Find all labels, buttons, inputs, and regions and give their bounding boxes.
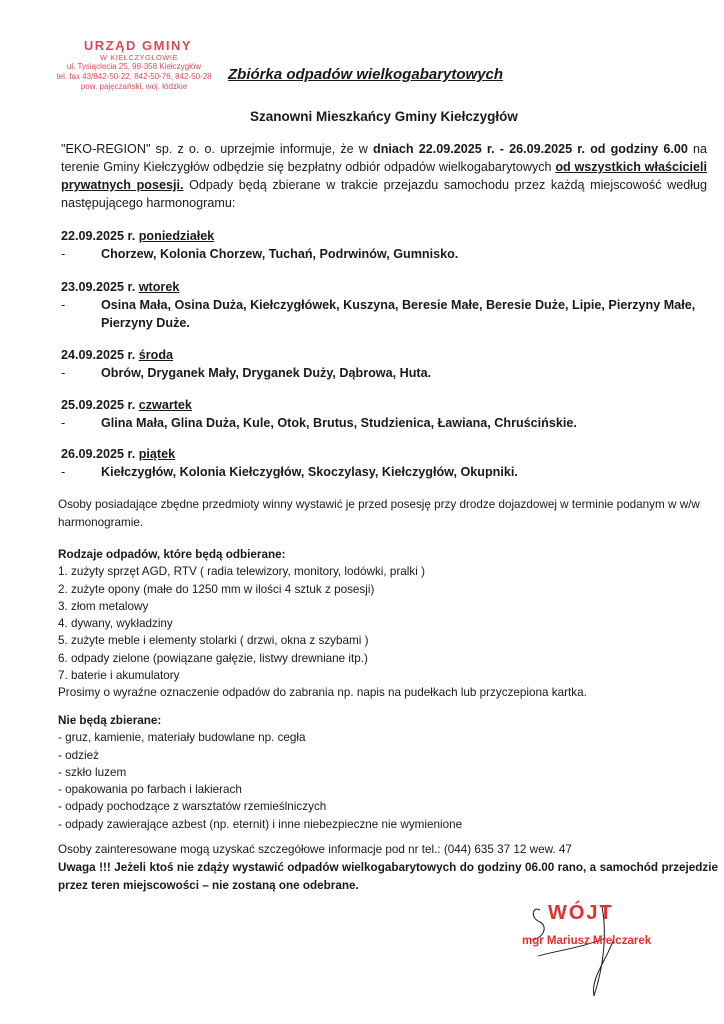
schedule-weekday: wtorek bbox=[138, 280, 180, 294]
schedule-day bbox=[61, 396, 711, 432]
office-stamp bbox=[34, 38, 234, 92]
list-dash: - bbox=[61, 416, 66, 430]
list-item: 2. zużyte opony (małe do 1250 mm w ilości 4 sztuk z posesji) bbox=[58, 582, 375, 596]
list-dash: - bbox=[61, 465, 66, 479]
stamp-line-1: URZĄD GMINY bbox=[83, 38, 193, 53]
list-dash: - bbox=[61, 247, 66, 261]
schedule-date: 22.09.2025 r. bbox=[61, 229, 136, 243]
rejected-heading: Nie będą zbierane: bbox=[58, 714, 162, 727]
schedule-weekday: poniedziałek bbox=[138, 229, 215, 243]
list-item: 4. dywany, wykładziny bbox=[58, 617, 173, 631]
schedule-places: Chorzew, Kolonia Chorzew, Tuchań, Podrwinów, Gumnisko. bbox=[101, 247, 459, 261]
list-dash: - bbox=[61, 366, 66, 380]
list-dash: - bbox=[61, 298, 66, 312]
stamp-line-4: tel. fax 43/842-50-22, 842-50-76, 842-50-28 bbox=[56, 72, 212, 81]
stamp-line-2: W KIEŁCZYGŁOWIE bbox=[100, 53, 178, 62]
list-item: 7. baterie i akumulatory bbox=[58, 669, 180, 683]
schedule-places: Glina Mała, Glina Duża, Kule, Otok, Brutus, Studzienica, Ławiana, Chruścińskie. bbox=[101, 416, 577, 430]
intro-owners: od wszystkich właścicieli prywatnych posesji. bbox=[61, 160, 707, 192]
list-item: - szkło luzem bbox=[58, 765, 127, 779]
signature-stamp bbox=[510, 898, 680, 1008]
document-title: Zbiórka odpadów wielkogabarytowych bbox=[228, 66, 504, 83]
warning-text: Uwaga !!! Jeżeli ktoś nie zdąży wystawić odpadów wielkogabarytowych do godziny 06.00 rano, a samochód przejedzie przez teren miejscowości – nie zostaną one odebrane. bbox=[58, 861, 718, 892]
contact-section bbox=[58, 841, 718, 895]
contact-info: Osoby zainteresowane mogą uzyskać szczegółowe informacje pod nr tel.: (044) 635 37 12 wew. 47 bbox=[58, 843, 572, 856]
schedule-weekday: środa bbox=[138, 348, 174, 362]
signature-role: WÓJT bbox=[548, 902, 614, 924]
list-item: 5. zużyte meble i elementy stolarki ( drzwi, okna z szybami ) bbox=[58, 634, 369, 648]
schedule-weekday: piątek bbox=[138, 447, 176, 461]
intro-text-1: "EKO-REGION" sp. z o. o. uprzejmie informuje, że w bbox=[61, 142, 374, 156]
schedule-day bbox=[61, 346, 711, 382]
stamp-line-3: ul. Tysiąclecia 25, 98-358 Kiełczygłów bbox=[66, 62, 202, 71]
intro-paragraph bbox=[61, 140, 707, 212]
schedule-date: 26.09.2025 r. bbox=[61, 447, 136, 461]
schedule-day bbox=[61, 445, 711, 481]
list-item: 1. zużyty sprzęt AGD, RTV ( radia telewizory, monitory, lodówki, pralki ) bbox=[58, 565, 425, 579]
greeting: Szanowni Mieszkańcy Gminy Kiełczygłów bbox=[250, 109, 518, 124]
accepted-heading: Rodzaje odpadów, które będą odbierane: bbox=[58, 548, 286, 561]
accepted-waste-list bbox=[58, 546, 718, 702]
schedule-date: 24.09.2025 r. bbox=[61, 348, 136, 362]
schedule-places: Kiełczygłów, Kolonia Kiełczygłów, Skoczylasy, Kiełczygłów, Okupniki. bbox=[101, 465, 518, 479]
schedule-places: Obrów, Dryganek Mały, Dryganek Duży, Dąbrowa, Huta. bbox=[101, 366, 432, 380]
list-item: - odzież bbox=[58, 748, 99, 762]
list-item: - gruz, kamienie, materiały budowlane np. cegła bbox=[58, 731, 306, 745]
list-item: - opakowania po farbach i lakierach bbox=[58, 783, 242, 797]
schedule-places: Osina Mała, Osina Duża, Kiełczygłówek, Kuszyna, Beresie Małe, Beresie Duże, Lipie, Pierzyny Małe, Pierzyny Duże. bbox=[101, 298, 696, 330]
list-item: 3. złom metalowy bbox=[58, 599, 149, 613]
accepted-note: Prosimy o wyraźne oznaczenie odpadów do zabrania np. napis na pudełkach lub przyczepiona kartka. bbox=[58, 686, 587, 700]
schedule-weekday: czwartek bbox=[138, 398, 192, 412]
rejected-waste-list bbox=[58, 712, 718, 833]
stamp-line-5: pow. pajęczański, woj. łódzkie bbox=[80, 82, 188, 91]
schedule-date: 23.09.2025 r. bbox=[61, 280, 136, 294]
list-item: 6. odpady zielone (powiązane gałęzie, listwy drewniane itp.) bbox=[58, 651, 368, 665]
schedule-day bbox=[61, 278, 711, 332]
schedule-day bbox=[61, 227, 711, 263]
intro-dates: dniach 22.09.2025 r. - 26.09.2025 r. od godziny 6.00 bbox=[373, 142, 688, 156]
intro-text-2: na terenie Gminy Kiełczygłów odbędzie się bezpłatny odbiór odpadów wielkogabarytowych bbox=[61, 142, 707, 174]
notice-paragraph: Osoby posiadające zbędne przedmioty winny wystawić je przed posesję przy drodze dojazdowej w terminie podanym w w/w harmonogramie. bbox=[58, 498, 700, 529]
intro-text-3: Odpady będą zbierane w trakcie przejazdu samochodu przez każdą miejscowość według następującego harmonogramu: bbox=[61, 178, 708, 210]
list-item: - odpady zawierające azbest (np. eternit) i inne niebezpieczne nie wymienione bbox=[58, 817, 463, 831]
schedule-date: 25.09.2025 r. bbox=[61, 398, 136, 412]
list-item: - odpady pochodzące z warsztatów rzemieślniczych bbox=[58, 800, 327, 814]
signature-name: mgr Mariusz Mielczarek bbox=[522, 935, 652, 947]
